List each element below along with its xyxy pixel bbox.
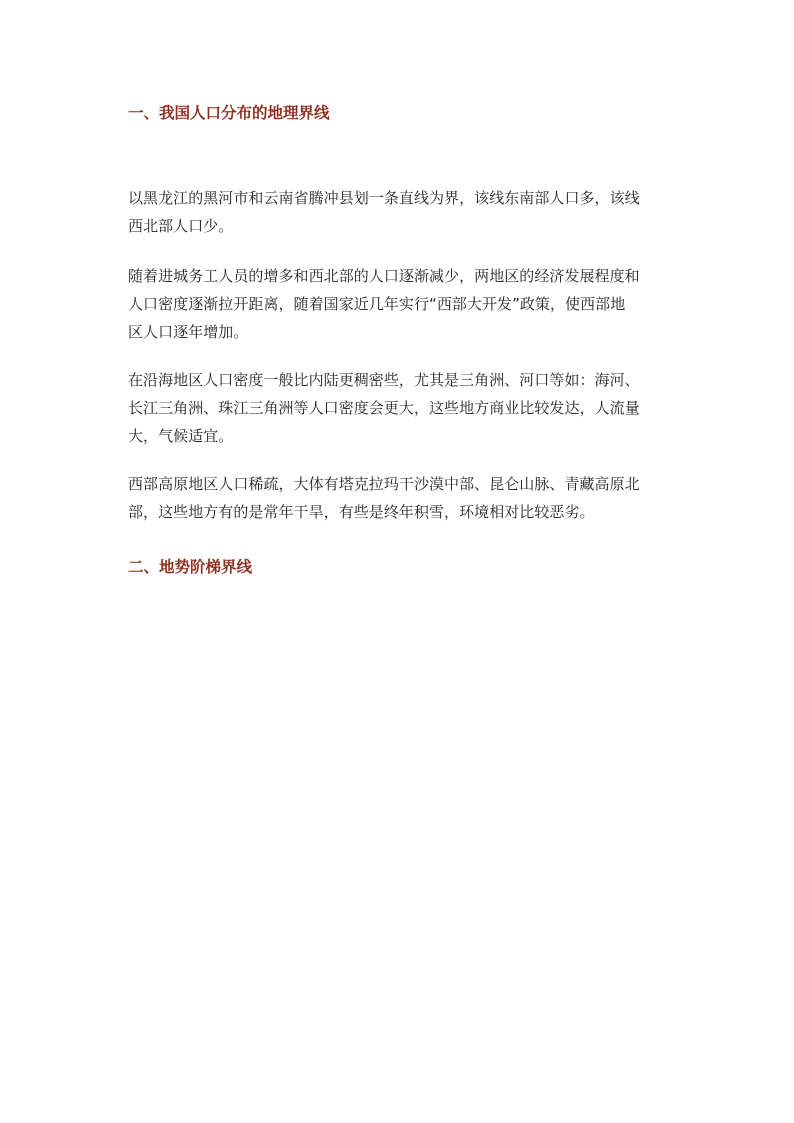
- paragraph-line: 在沿海地区人口密度一般比内陆更稠密些，尤其是三角洲、河口等如：海河、: [128, 371, 640, 389]
- paragraph-line: 大，气候适宜。: [128, 427, 234, 445]
- paragraph-line: 西部高原地区人口稀疏，大体有塔克拉玛干沙漠中部、昆仑山脉、青藏高原北: [128, 475, 640, 493]
- paragraph-line: 随着进城务工人员的增多和西北部的人口逐渐减少，两地区的经济发展程度和: [128, 267, 640, 285]
- paragraph-line: 部，这些地方有的是常年干旱，有些是终年积雪，环境相对比较恶劣。: [128, 503, 595, 521]
- paragraph-western-development: [128, 262, 673, 346]
- paragraph-western-plateau: [128, 470, 673, 526]
- paragraph-heihe-tengchong-line: [128, 184, 673, 240]
- paragraph-line: 长江三角洲、珠江三角洲等人口密度会更大，这些地方商业比较发达，人流量: [128, 399, 640, 417]
- paragraph-line: 区人口逐年增加。: [128, 323, 249, 341]
- section-heading-terrain-steps: 二、地势阶梯界线: [128, 557, 253, 576]
- paragraph-coastal-density: [128, 366, 673, 450]
- paragraph-line: 西北部人口少。: [128, 217, 234, 235]
- paragraph-line: 人口密度逐渐拉开距离，随着国家近几年实行“西部大开发”政策，使西部地: [128, 295, 626, 313]
- paragraph-line: 以黑龙江的黑河市和云南省腾冲县划一条直线为界，该线东南部人口多，该线: [128, 189, 640, 207]
- section-heading-population-line: 一、我国人口分布的地理界线: [128, 103, 330, 122]
